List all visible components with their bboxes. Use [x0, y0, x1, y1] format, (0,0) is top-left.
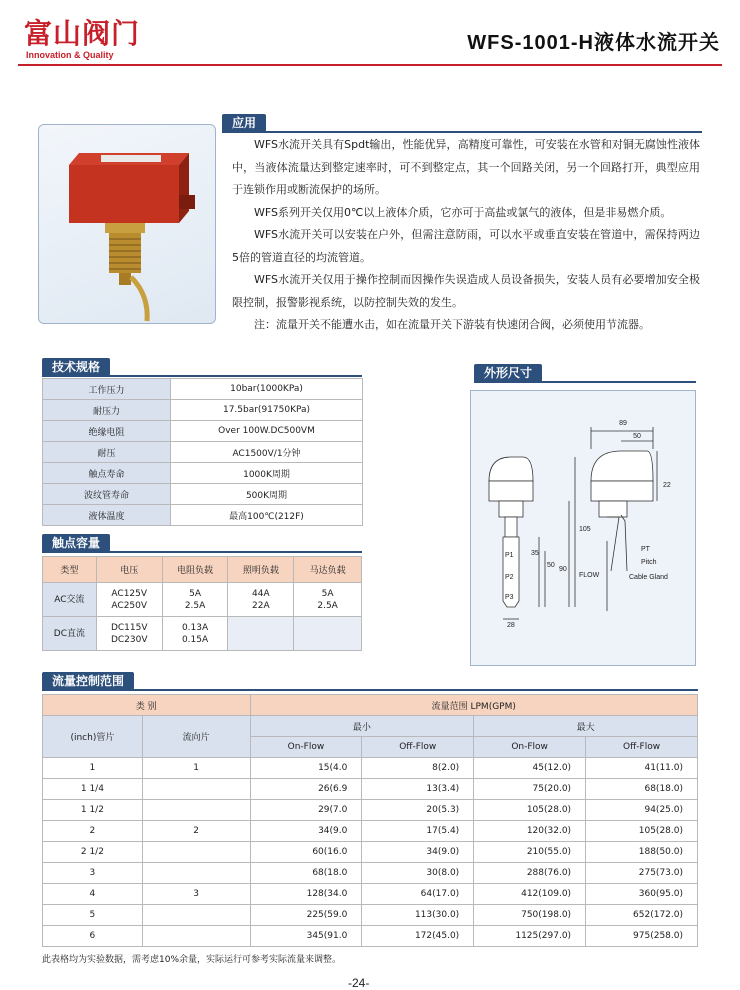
min-on-flow: 60(16.0 [250, 842, 362, 863]
cell-line: 2.5A [184, 600, 206, 611]
cell-line: 2.5A [317, 600, 338, 611]
dimensions-rule [474, 381, 696, 383]
dim-label: 50 [547, 562, 555, 569]
table-row [43, 821, 698, 842]
column-header: Off-Flow [586, 737, 698, 758]
spec-label: 耐压 [43, 442, 171, 463]
column-header: 马达负载 [294, 557, 362, 583]
flow-table [42, 694, 698, 947]
dim-label: FLOW [579, 572, 600, 579]
brand-tagline: Innovation & Quality [26, 50, 114, 60]
cell-line: 0.15A [181, 634, 209, 645]
cell-line: 22A [252, 600, 270, 611]
header-rule [18, 64, 722, 66]
max-off-flow: 275(73.0) [586, 863, 698, 884]
specs-table [42, 378, 363, 526]
min-on-flow: 128(34.0 [250, 884, 362, 905]
dim-label: 89 [619, 420, 627, 427]
table-row [43, 463, 363, 484]
table-row [43, 583, 362, 617]
table-row [43, 884, 698, 905]
column-header: 照明负载 [228, 557, 294, 583]
cell-line: AC125V [111, 588, 148, 599]
vane-number: 3 [142, 884, 250, 905]
table-row [43, 842, 698, 863]
min-on-flow: 68(18.0 [250, 863, 362, 884]
min-off-flow: 172(45.0) [362, 926, 474, 947]
dim-label: P2 [505, 574, 514, 581]
contact-type: AC交流 [43, 583, 97, 617]
dim-label: 35 [531, 550, 539, 557]
min-off-flow: 64(17.0) [362, 884, 474, 905]
min-on-flow: 225(59.0 [250, 905, 362, 926]
table-row [43, 905, 698, 926]
max-on-flow: 120(32.0) [474, 821, 586, 842]
max-off-flow: 68(18.0) [586, 779, 698, 800]
column-header: 电压 [96, 557, 162, 583]
column-header: 流向片 [142, 716, 250, 758]
flow-heading: 流量控制范围 [42, 672, 134, 690]
dim-label: P1 [505, 552, 514, 559]
contact-voltage [96, 617, 162, 651]
spec-label: 绝缘电阻 [43, 421, 171, 442]
spec-value: 500K周期 [171, 484, 363, 505]
table-row [43, 505, 363, 526]
column-header: 电阻负载 [162, 557, 228, 583]
table-row [43, 800, 698, 821]
table-row [43, 617, 362, 651]
table-row [43, 421, 363, 442]
cell-line: DC115V [110, 622, 148, 633]
pipe-size: 2 1/2 [43, 842, 143, 863]
page-number: -24- [348, 976, 370, 990]
contacts-table [42, 556, 362, 651]
contact-resistive [162, 617, 228, 651]
min-off-flow: 17(5.4) [362, 821, 474, 842]
max-off-flow: 94(25.0) [586, 800, 698, 821]
pipe-size: 6 [43, 926, 143, 947]
flow-switch-illustration [39, 125, 216, 324]
column-header: On-Flow [250, 737, 362, 758]
specs-rule [42, 375, 362, 377]
max-on-flow: 45(12.0) [474, 758, 586, 779]
vane-number [142, 779, 250, 800]
pipe-size: 3 [43, 863, 143, 884]
max-on-flow: 105(28.0) [474, 800, 586, 821]
column-header: 最小 [250, 716, 474, 737]
vane-number [142, 863, 250, 884]
application-rule [222, 131, 702, 133]
max-on-flow: 210(55.0) [474, 842, 586, 863]
spec-value: 最高100℃(212F) [171, 505, 363, 526]
dimension-drawing [470, 390, 696, 666]
min-off-flow: 8(2.0) [362, 758, 474, 779]
contact-lighting [228, 617, 294, 651]
vane-number: 2 [142, 821, 250, 842]
column-header: On-Flow [474, 737, 586, 758]
dim-label: Pitch [641, 559, 657, 566]
cell-line: 44A [252, 588, 270, 599]
max-on-flow: 412(109.0) [474, 884, 586, 905]
contact-lighting [228, 583, 294, 617]
brand-name: 富山阀门 [24, 17, 141, 50]
table-row [43, 863, 698, 884]
max-on-flow: 750(198.0) [474, 905, 586, 926]
max-on-flow: 288(76.0) [474, 863, 586, 884]
application-paragraph: 注：流量开关不能遭水击，如在流量开关下游装有快速闭合阀，必须使用节流器。 [254, 318, 650, 331]
dim-label: 50 [633, 433, 641, 440]
max-on-flow: 75(20.0) [474, 779, 586, 800]
spec-value: 1000K周期 [171, 463, 363, 484]
table-row [43, 442, 363, 463]
column-header: (inch)管片 [43, 716, 143, 758]
dimensions-heading: 外形尺寸 [474, 364, 542, 382]
contacts-heading: 触点容量 [42, 534, 110, 552]
spec-label: 触点寿命 [43, 463, 171, 484]
column-header: 最大 [474, 716, 698, 737]
min-off-flow: 30(8.0) [362, 863, 474, 884]
max-off-flow: 105(28.0) [586, 821, 698, 842]
table-row [43, 926, 698, 947]
contact-type: DC直流 [43, 617, 97, 651]
spec-label: 液体温度 [43, 505, 171, 526]
application-paragraph: WFS水流开关仅用于操作控制而因操作失误造成人员设备损失，安装人员有必要增加安全极限控制，报警影视系统，以防控制失效的发生。 [232, 273, 700, 309]
dim-label: 90 [559, 566, 567, 573]
column-header: 类型 [43, 557, 97, 583]
column-header: 类 别 [43, 695, 251, 716]
pipe-size: 1 1/2 [43, 800, 143, 821]
min-off-flow: 113(30.0) [362, 905, 474, 926]
vane-number [142, 905, 250, 926]
application-paragraph: WFS水流开关可以安装在户外，但需注意防雨，可以水平或垂直安装在管道中，需保持两边5倍的管道直径的均流管道。 [232, 228, 700, 264]
table-row [43, 400, 363, 421]
cell-line: 5A [189, 588, 201, 599]
dim-label: PT [641, 546, 650, 553]
min-on-flow: 345(91.0 [250, 926, 362, 947]
dim-label: 28 [507, 622, 515, 629]
vane-number [142, 842, 250, 863]
application-heading: 应用 [222, 114, 266, 132]
min-off-flow: 34(9.0) [362, 842, 474, 863]
vane-number: 1 [142, 758, 250, 779]
dim-label: Cable Gland [629, 574, 668, 581]
contact-resistive [162, 583, 228, 617]
min-on-flow: 34(9.0 [250, 821, 362, 842]
min-off-flow: 13(3.4) [362, 779, 474, 800]
max-on-flow: 1125(297.0) [474, 926, 586, 947]
pipe-size: 4 [43, 884, 143, 905]
table-header-row [43, 716, 698, 737]
dimension-drawing-svg [471, 391, 697, 667]
application-paragraph: WFS水流开关具有Spdt输出，性能优异，高精度可靠性，可安装在水管和对铜无腐蚀性液体中，当液体流量达到整定速率时，可不到整定点，其一个回路关闭，另一个回路打开，典型应用于连锁作用或断流保护的场所。 [232, 138, 700, 196]
application-paragraph: WFS系列开关仅用0℃以上液体介质，它亦可于高盐或氯气的液体，但是非易燃介质。 [254, 205, 672, 219]
spec-value: 10bar(1000KPa) [171, 379, 363, 400]
max-off-flow: 975(258.0) [586, 926, 698, 947]
vane-number [142, 800, 250, 821]
max-off-flow: 188(50.0) [586, 842, 698, 863]
dim-label: 105 [579, 526, 591, 533]
application-text [232, 134, 700, 337]
min-on-flow: 29(7.0 [250, 800, 362, 821]
pipe-size: 5 [43, 905, 143, 926]
cell-line: 5A [321, 588, 334, 599]
vane-number [142, 926, 250, 947]
max-off-flow: 360(95.0) [586, 884, 698, 905]
contact-motor [294, 583, 362, 617]
footnote: 此表格均为实验数据，需考虑10%余量，实际运行可参考实际流量来调整。 [42, 955, 342, 965]
spec-label: 耐压力 [43, 400, 171, 421]
pipe-size: 1 [43, 758, 143, 779]
pipe-size: 2 [43, 821, 143, 842]
table-row [43, 758, 698, 779]
product-photo [38, 124, 216, 324]
flow-rule [42, 689, 698, 691]
table-row [43, 379, 363, 400]
contacts-rule [42, 551, 362, 553]
max-off-flow: 652(172.0) [586, 905, 698, 926]
pipe-size: 1 1/4 [43, 779, 143, 800]
cell-line: DC230V [110, 634, 148, 645]
spec-label: 波纹管寿命 [43, 484, 171, 505]
specs-heading: 技术规格 [42, 358, 110, 376]
dim-label: P3 [505, 594, 514, 601]
column-header: Off-Flow [362, 737, 474, 758]
table-row [43, 779, 698, 800]
document-title: WFS-1001-H液体水流开关 [467, 32, 720, 54]
max-off-flow: 41(11.0) [586, 758, 698, 779]
min-on-flow: 15(4.0 [250, 758, 362, 779]
spec-value: 17.5bar(91750KPa) [171, 400, 363, 421]
min-on-flow: 26(6.9 [250, 779, 362, 800]
contact-motor [294, 617, 362, 651]
spec-value: Over 100W.DC500VM [171, 421, 363, 442]
cell-line: 0.13A [181, 622, 209, 633]
spec-label: 工作压力 [43, 379, 171, 400]
min-off-flow: 20(5.3) [362, 800, 474, 821]
cell-line: AC250V [111, 600, 148, 611]
table-header-row [43, 695, 698, 716]
dim-label: 22 [663, 482, 671, 489]
table-header-row [43, 557, 362, 583]
contact-voltage [96, 583, 162, 617]
table-row [43, 484, 363, 505]
column-header: 流量范围 LPM(GPM) [250, 695, 697, 716]
spec-value: AC1500V/1分钟 [171, 442, 363, 463]
